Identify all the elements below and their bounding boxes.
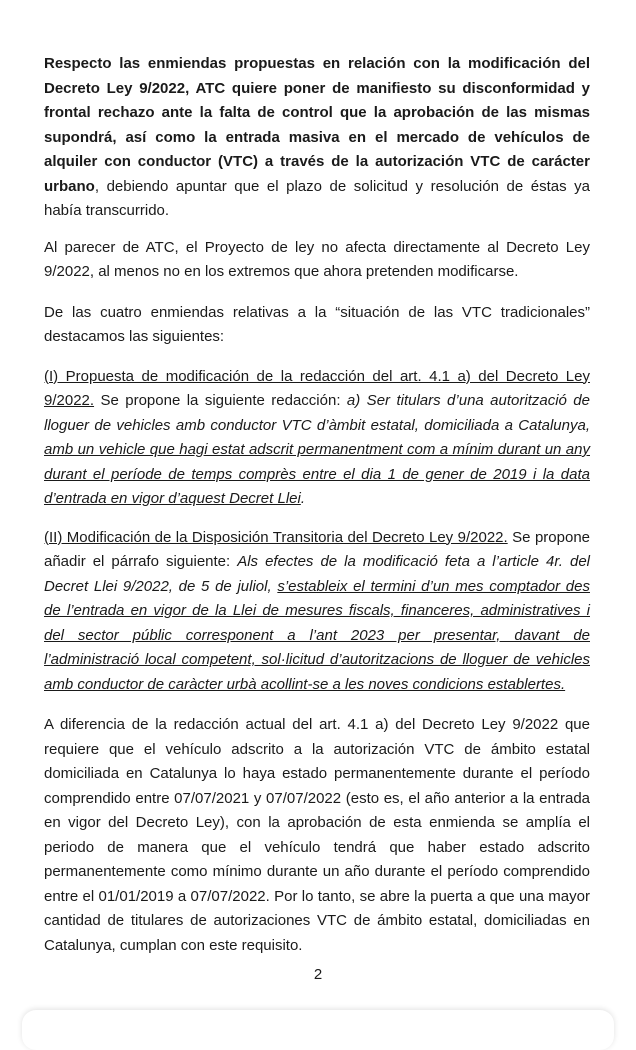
amendment-1-quote: a) Ser titulars d’una autorització de lloguer de vehicles amb conductor VTC d’àmbit estatal, domiciliada a Catalunya, [44,392,590,434]
amendment-1-end: . [300,490,305,507]
page-number: 2 [313,966,323,983]
amendment-2-heading: (II) Modificación de la Disposición Transitoria del Decreto Ley 9/2022. [44,528,508,546]
amendment-2-quote-underlined: s’estableix el termini d’un mes comptador des de l’entrada en vigor de la Llei de mesures fiscals, financeres, administratives i del sector públic corresponent a l’ant 2023 per presentar, davant de l’administració local competent, sol·licitud d’autoritzacions de lloguer de vehicles amb conductor de caràcter urbà acollint-se a les noves condicions establertes. [44,577,590,693]
paragraph-intro [44,52,590,224]
paragraph-amendments-intro: De las cuatro enmiendas relativas a la “situación de las VTC tradicionales” destacamos las siguientes: [44,303,590,345]
paragraph-amendment-2 [44,526,590,698]
amendment-2-quote: Als efectes de la modificació feta a l’article 4r. del Decret Llei 9/2022, de 5 de juliol, [44,553,590,595]
paragraph-analysis: A diferencia de la redacción actual del art. 4.1 a) del Decreto Ley 9/2022 que requiere que el vehículo adscrito a la autorización VTC de ámbito estatal domiciliada en Catalunya lo haya estado permanentemente durante el período comprendido entre 07/07/2021 y 07/07/2022 (esto es, el año anterior a la entrada en vigor del Decreto Ley), con la aprobación de esta enmienda se amplía el periodo de manera que el vehículo tendrá que haber estado adscrito permanentemente como mínimo durante un año durante el período comprendido entre el 01/01/2019 a 07/07/2022. Por lo tanto, se abre la puerta a que una mayor cantidad de titulares de autorizaciones VTC de ámbito estatal, domiciliadas en Catalunya, cumplan con este requisito. [44,716,590,954]
amendment-1-heading: (I) Propuesta de modificación de la redacción del art. 4.1 a) del Decreto Ley 9/2022. [44,367,590,409]
intro-tail-text: , debiendo apuntar que el plazo de solicitud y resolución de éstas ya había transcurrido. [44,177,590,219]
amendment-1-quote-underlined: amb un vehicle que hagi estat adscrit permanentment com a mínim durant un any durant el període de temps comprès entre el dia 1 de gener de 2019 i la data d’entrada en vigor d’aquest Decret Llei [44,441,590,507]
intro-bold-text: Respecto las enmiendas propuestas en relación con la modificación del Decreto Ley 9/2022, ATC quiere poner de manifiesto su disconformidad y frontal rechazo ante la falta de control que la aprobación de las mismas supondrá, así como la entrada masiva en el mercado de vehículos de alquiler con conductor (VTC) a través de la autorización VTC de carácter urbano [44,55,590,195]
document-body [44,52,590,958]
paragraph-amendment-1 [44,365,590,512]
amendment-1-text: Se propone la siguiente redacción: [94,392,347,409]
bottom-sheet-panel[interactable] [22,1010,614,1050]
amendment-2-text: Se propone añadir el párrafo siguiente: [44,528,591,570]
paragraph-atc-opinion: Al parecer de ATC, el Proyecto de ley no afecta directamente al Decreto Ley 9/2022, al menos no en los extremos que ahora pretenden modificarse. [44,238,590,280]
